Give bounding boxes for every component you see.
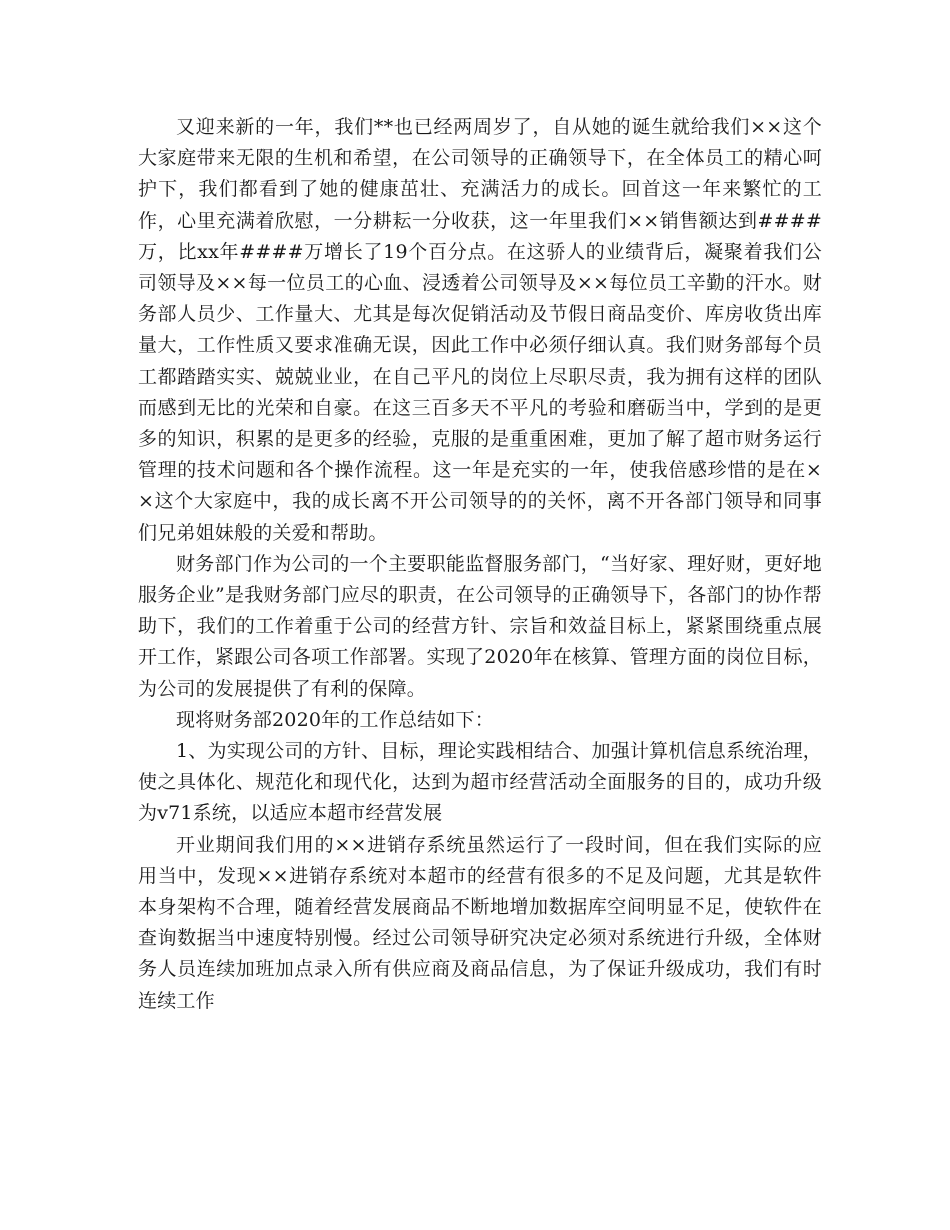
paragraph-system-upgrade: 开业期间我们用的××进销存系统虽然运行了一段时间，但在我们实际的应用当中，发现××进销存系统对本超市的经营有很多的不足及问题，尤其是软件本身架构不合理，随着经营发展商品不断地增加数据库空间明显不足，使软件在查询数据当中速度特别慢。经过公司领导研究决定必须对系统进行升级，全体财务人员连续加班加点录入所有供应商及商品信息，为了保证升级成功，我们有时连续工作	[138, 833, 822, 1012]
document-body	[138, 112, 822, 1017]
paragraph-intro: 又迎来新的一年，我们**也已经两周岁了，自从她的诞生就给我们××这个大家庭带来无限的生机和希望，在公司领导的正确领导下，在全体员工的精心呵护下，我们都看到了她的健康茁壮、充满活力的成长。回首这一年来繁忙的工作，心里充满着欣慰，一分耕耘一分收获，这一年里我们××销售额达到####万，比xx年####万增长了19个百分点。在这骄人的业绩背后，凝聚着我们公司领导及××每一位员工的心血、浸透着公司领导及××每位员工辛勤的汗水。财务部人员少、工作量大、尤其是每次促销活动及节假日商品变价、库房收货出库量大，工作性质又要求准确无误，因此工作中必须仔细认真。我们财务部每个员工都踏踏实实、兢兢业业，在自己平凡的岗位上尽职尽责，我为拥有这样的团队而感到无比的光荣和自豪。在这三百多天不平凡的考验和磨砺当中，学到的是更多的知识，积累的是更多的经验，克服的是重重困难，更加了解了超市财务运行管理的技术问题和各个操作流程。这一年是充实的一年，使我倍感珍惜的是在××这个大家庭中，我的成长离不开公司领导的的关怀，离不开各部门领导和同事们兄弟姐妹般的关爱和帮助。	[138, 116, 822, 544]
paragraph-item-1: 1、为实现公司的方针、目标，理论实践相结合、加强计算机信息系统治理，使之具体化、规范化和现代化，达到为超市经营活动全面服务的目的，成功升级为v71系统，以适应本超市经营发展	[138, 740, 822, 825]
paragraph-summary-lead: 现将财务部2020年的工作总结如下：	[176, 708, 494, 731]
paragraph-finance-role: 财务部门作为公司的一个主要职能监督服务部门，“当好家、理好财，更好地服务企业”是我财务部门应尽的职责，在公司领导的正确领导下，各部门的协作帮助下，我们的工作着重于公司的经营方针、宗旨和效益目标上，紧紧围绕重点展开工作，紧跟公司各项工作部署。实现了2020年在核算、管理方面的岗位目标，为公司的发展提供了有利的保障。	[138, 552, 822, 700]
